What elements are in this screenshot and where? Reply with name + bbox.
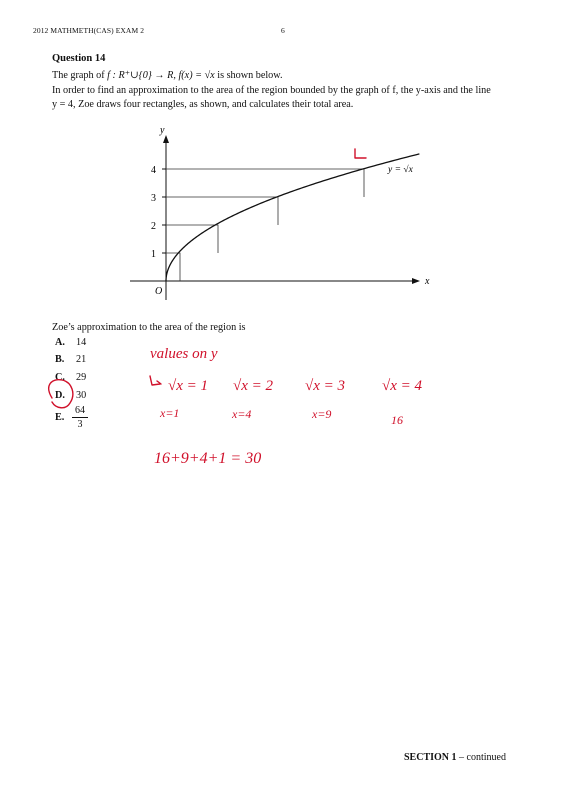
footer-continued: – continued <box>456 752 506 763</box>
question-title: Question 14 <box>52 53 106 64</box>
answer-prompt: Zoe’s approximation to the area of the region is <box>52 322 246 333</box>
page-footer <box>404 752 506 763</box>
question-para-line1: In order to find an approximation to the area of the region bounded by the graph of f, the y-axis and the line <box>52 85 491 96</box>
choice-d-value[interactable]: 30 <box>76 390 87 401</box>
note-x-9: x=9 <box>312 407 332 421</box>
intro-suffix: is shown below. <box>217 70 283 81</box>
exam-header: 2012 MATHMETH(CAS) EXAM 2 <box>33 26 145 35</box>
page-number: 6 <box>281 26 285 35</box>
footer-section: SECTION 1 <box>404 752 457 763</box>
answer-circle <box>49 380 73 408</box>
choice-c-letter: C. <box>55 372 65 383</box>
note-sqrt-1: √x = 1 <box>168 378 209 394</box>
y-tick-label-1: 1 <box>151 249 156 260</box>
origin-label: O <box>155 286 163 297</box>
fraction-numerator: 64 <box>75 405 85 416</box>
choice-c-value[interactable]: 29 <box>76 372 87 383</box>
choice-a-value[interactable]: 14 <box>76 337 87 348</box>
note-x-16: 16 <box>391 413 403 427</box>
note-sum: 16+9+4+1 = 30 <box>154 450 262 467</box>
choice-b-letter: B. <box>55 354 65 365</box>
choice-a-letter: A. <box>55 337 65 348</box>
x-axis-label: x <box>425 276 430 287</box>
y-tick-label-3: 3 <box>151 193 156 204</box>
note-sqrt-3: √x = 3 <box>305 378 346 394</box>
y-tick-label-2: 2 <box>151 221 156 232</box>
note-values-on-y: values on y <box>150 346 218 362</box>
function-definition: f : R⁺∪{0} → R, f(x) = √x <box>107 70 215 81</box>
note-x-1: x=1 <box>160 406 180 420</box>
choice-e-letter: E. <box>55 412 65 423</box>
hook-arrow-mark <box>150 376 160 385</box>
question-para-line2: y = 4, Zoe draws four rectangles, as shown, and calculates their total area. <box>52 99 354 110</box>
curve-label: y = √x <box>388 165 413 175</box>
fraction-denominator: 3 <box>77 419 83 430</box>
intro-prefix: The graph of <box>52 70 105 81</box>
choice-d-letter: D. <box>55 390 65 401</box>
choice-b-value[interactable]: 21 <box>76 354 87 365</box>
y-axis-label: y <box>160 125 165 136</box>
note-sqrt-4: √x = 4 <box>382 378 423 394</box>
note-x-4: x=4 <box>232 407 252 421</box>
note-sqrt-2: √x = 2 <box>233 378 274 394</box>
y-tick-label-4: 4 <box>151 165 156 176</box>
